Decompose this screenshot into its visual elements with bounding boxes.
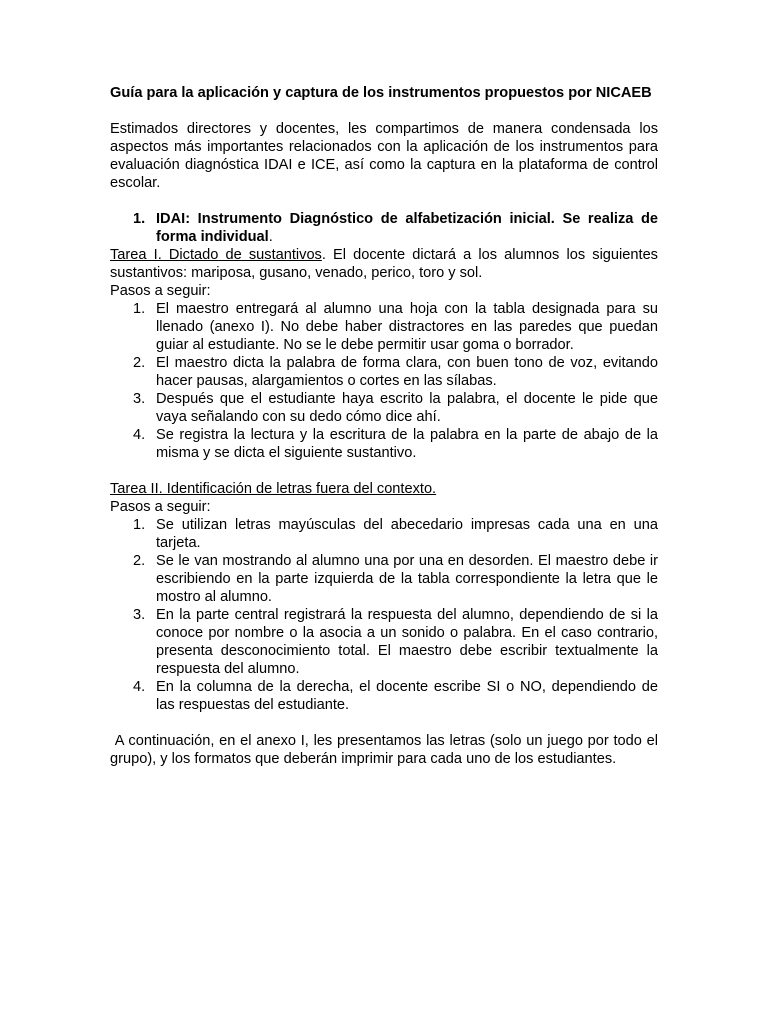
task1-steps-label: Pasos a seguir: — [110, 283, 211, 299]
list-item — [110, 678, 658, 714]
list-item — [110, 426, 658, 462]
task1-paragraph — [110, 246, 658, 282]
section-idai-heading — [110, 210, 658, 246]
task2-steps-label: Pasos a seguir: — [110, 499, 211, 515]
spacer — [110, 714, 658, 732]
closing-paragraph: A continuación, en el anexo I, les presentamos las letras (solo un juego por todo el grupo), y los formatos que deberán imprimir para cada uno de los estudiantes. — [110, 733, 663, 767]
list-item-number: 3. — [133, 391, 146, 407]
list-item-number: 1. — [133, 301, 146, 317]
section-heading-tail: . — [268, 229, 273, 245]
spacer — [110, 462, 658, 480]
list-item-text: Se utilizan letras mayúsculas del abecedario impresas cada una en una tarjeta. — [156, 517, 658, 551]
list-item-number: 1. — [133, 517, 146, 533]
task2-paragraph — [110, 480, 658, 498]
section-list — [110, 210, 658, 246]
document-page — [110, 84, 663, 768]
list-item — [110, 516, 658, 552]
list-item-text: Se le van mostrando al alumno una por una en desorden. El maestro debe ir escribiendo en la parte izquierda de la tabla correspondiente la letra que le mostro al alumno. — [156, 553, 658, 605]
section-heading-text: IDAI: Instrumento Diagnóstico de alfabetización inicial. Se realiza de forma individual — [156, 211, 658, 245]
list-item — [110, 606, 658, 678]
list-item-text: Se registra la lectura y la escritura de la palabra en la parte de abajo de la misma y se dicta el siguiente sustantivo. — [156, 427, 658, 461]
list-item-number: 3. — [133, 607, 146, 623]
task2-steps-list — [110, 516, 658, 714]
document-title: Guía para la aplicación y captura de los instrumentos propuestos por NICAEB — [110, 85, 652, 101]
section-number: 1. — [133, 211, 146, 227]
list-item-number: 2. — [133, 355, 146, 371]
list-item — [110, 354, 658, 390]
list-item — [110, 552, 658, 606]
intro-paragraph: Estimados directores y docentes, les compartimos de manera condensada los aspectos más importantes relacionados con la aplicación de los instrumentos para evaluación diagnóstica IDAI e ICE, así como la captura en la plataforma de control escolar. — [110, 121, 658, 191]
task1-title: Tarea I. Dictado de sustantivos — [110, 247, 322, 263]
task1-description: . El docente dictará a los alumnos los siguientes sustantivos: mariposa, gusano, venado, perico, toro y sol. — [110, 247, 658, 281]
list-item-text: El maestro entregará al alumno una hoja con la tabla designada para su llenado (anexo I). No debe haber distractores en las paredes que puedan guiar al estudiante. No se le debe permitir usar goma o borrador. — [156, 301, 658, 353]
task1-steps-list — [110, 300, 658, 462]
task2-title: Tarea II. Identificación de letras fuera del contexto. — [110, 481, 437, 497]
list-item-text: Después que el estudiante haya escrito la palabra, el docente le pide que vaya señalando con su dedo cómo dice ahí. — [156, 391, 658, 425]
list-item-number: 4. — [133, 427, 146, 443]
list-item-text: En la columna de la derecha, el docente escribe SI o NO, dependiendo de las respuestas del estudiante. — [156, 679, 658, 713]
list-item — [110, 300, 658, 354]
list-item-number: 2. — [133, 553, 146, 569]
list-item-number: 4. — [133, 679, 146, 695]
list-item — [110, 390, 658, 426]
list-item-text: En la parte central registrará la respuesta del alumno, dependiendo de si la conoce por nombre o la asocia a un sonido o palabra. En el caso contrario, presenta desconocimiento total. El maestro debe escribir textualmente la respuesta del alumno. — [156, 607, 658, 677]
list-item-text: El maestro dicta la palabra de forma clara, con buen tono de voz, evitando hacer pausas, alargamientos o cortes en las sílabas. — [156, 355, 658, 389]
